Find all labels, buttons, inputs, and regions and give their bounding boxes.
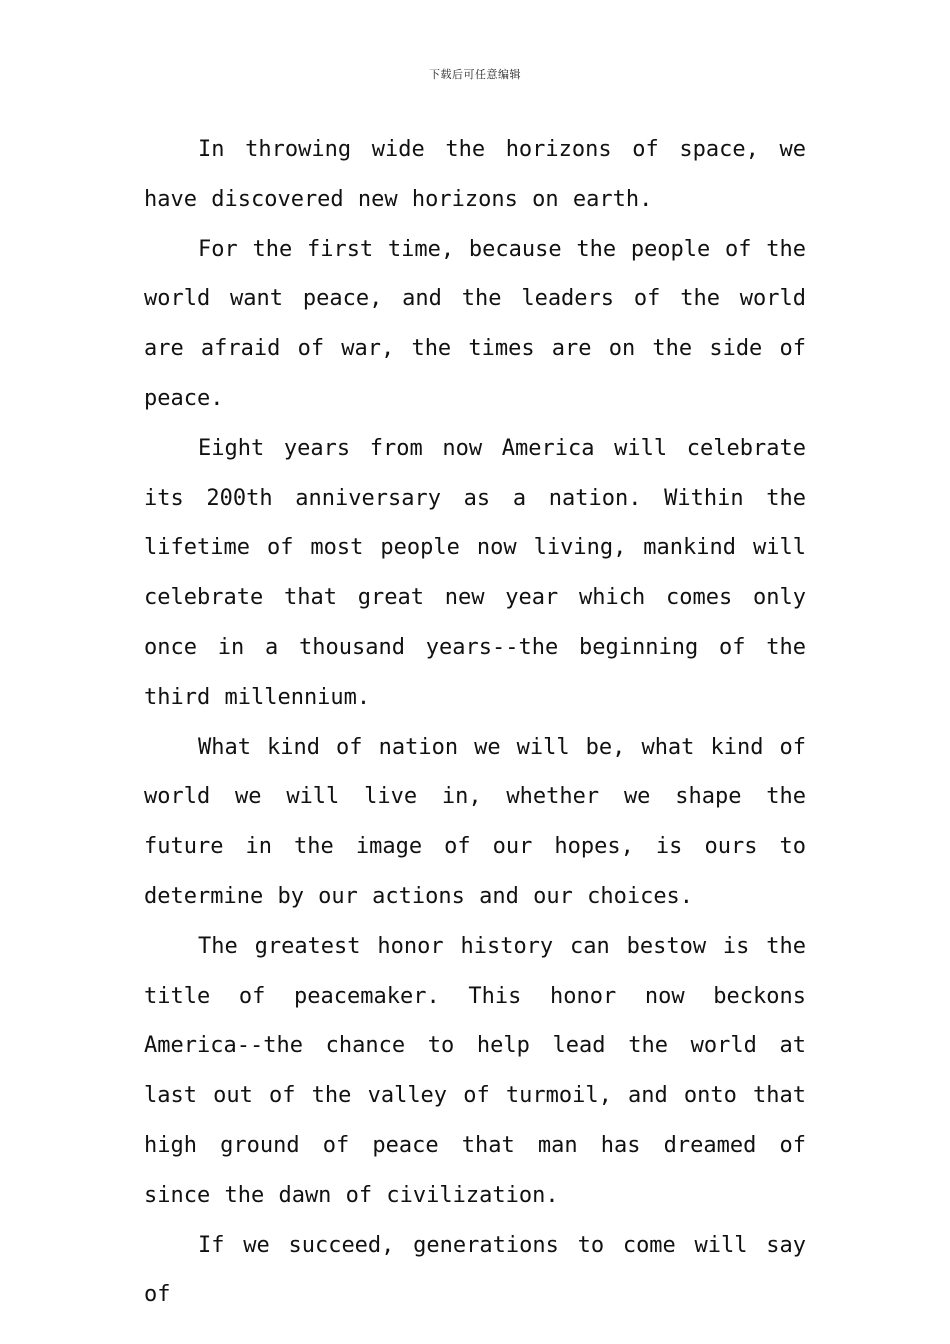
paragraph: In throwing wide the horizons of space, we have discovered new horizons on earth. xyxy=(144,137,806,212)
header-note: 下载后可任意编辑 xyxy=(429,68,521,81)
paragraph: What kind of nation we will be, what kind of world we will live in, whether we shape the future in the image of our hopes, is ours to determine by our actions and our choices. xyxy=(144,734,806,909)
paragraph: Eight years from now America will celebrate its 200th anniversary as a nation. Within the lifetime of most people now living, mankind will celebrate that great new year which comes only once in a thousand years--the beginning of the third millennium. xyxy=(144,435,806,710)
paragraph: For the first time, because the people of the world want peace, and the leaders of the world are afraid of war, the times are on the side of peace. xyxy=(144,236,806,411)
paragraph: The greatest honor history can bestow is the title of peacemaker. This honor now beckons America--the chance to help lead the world at last out of the valley of turmoil, and onto that high ground of peace that man has dreamed of since the dawn of civilization. xyxy=(144,933,806,1208)
body-text xyxy=(144,125,806,1320)
paragraph: If we succeed, generations to come will say of xyxy=(144,1232,806,1308)
